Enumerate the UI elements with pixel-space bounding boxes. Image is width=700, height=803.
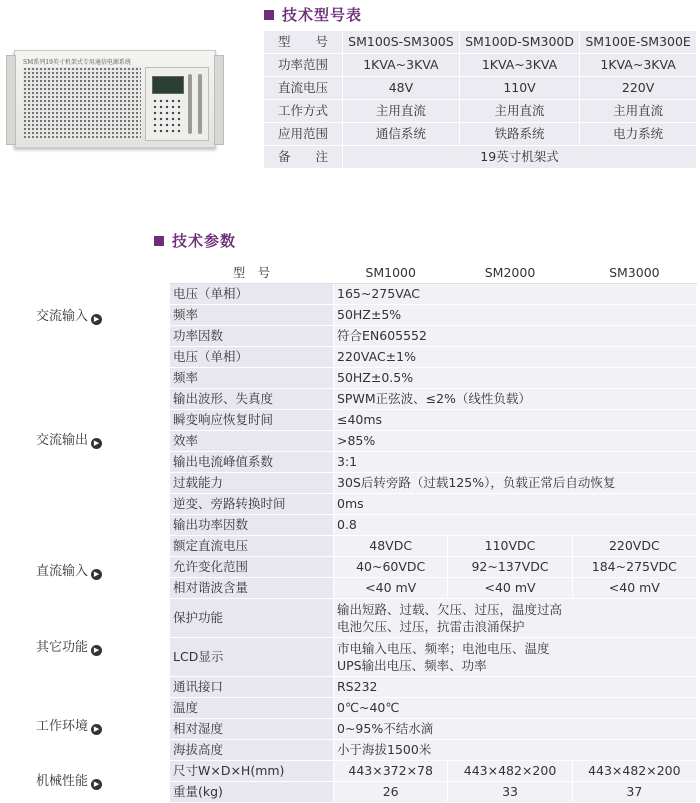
- row-label: 电压（单相）: [170, 347, 334, 368]
- lcd-screen: [152, 76, 184, 94]
- table-cell: 电力系统: [580, 123, 697, 146]
- table-row: [170, 389, 697, 410]
- value-line: 电池欠压、过压，抗雷击浪涌保护: [337, 619, 525, 634]
- row-label: 直流电压: [264, 77, 343, 100]
- row-value: 0℃~40℃: [334, 698, 697, 719]
- table-cell: 19英寸机架式: [343, 146, 697, 169]
- row-label: 电压（单相）: [170, 284, 334, 305]
- table-row: [170, 761, 697, 782]
- rack-handle-left: [188, 74, 192, 134]
- group-label-ac-output: [36, 429, 102, 449]
- row-value: ≤40ms: [334, 410, 697, 431]
- table-cell: 通信系统: [343, 123, 460, 146]
- table-row: [170, 326, 697, 347]
- table-row: [264, 31, 697, 54]
- row-value: 165~275VAC: [334, 284, 697, 305]
- table-row: [170, 536, 697, 557]
- group-label-environment: [36, 715, 102, 735]
- table-row: [170, 698, 697, 719]
- header-model: SM3000: [572, 263, 696, 284]
- table-header-row: [170, 263, 697, 284]
- table-row: [170, 368, 697, 389]
- value-line: 市电输入电压、频率；电池电压、温度: [337, 641, 550, 656]
- group-label-dc-input: [36, 560, 102, 580]
- table-row: [264, 123, 697, 146]
- group-name: 交流输出: [36, 433, 89, 448]
- table-cell: 1KVA~3KVA: [580, 54, 697, 77]
- table-cell: 1KVA~3KVA: [459, 54, 579, 77]
- row-label: LCD显示: [170, 638, 334, 677]
- group-label-ac-input: [36, 305, 102, 325]
- row-label: 逆变、旁路转换时间: [170, 494, 334, 515]
- header-label: 型 号: [170, 263, 334, 284]
- group-name: 交流输入: [36, 309, 89, 324]
- arrow-right-icon: ▶: [91, 314, 102, 325]
- row-label: 过载能力: [170, 473, 334, 494]
- arrow-right-icon: ▶: [91, 438, 102, 449]
- row-label: 功率因数: [170, 326, 334, 347]
- table-row: [170, 305, 697, 326]
- section-title-models: [264, 4, 362, 25]
- table-row: [170, 719, 697, 740]
- product-photo: [14, 50, 216, 148]
- table-row: [170, 740, 697, 761]
- row-label: 瞬变响应恢复时间: [170, 410, 334, 431]
- indicator-leds: [152, 98, 182, 134]
- row-label: 通讯接口: [170, 677, 334, 698]
- section-title-params: [154, 230, 236, 251]
- row-label: 尺寸W×D×H(mm): [170, 761, 334, 782]
- row-value: 220VDC: [572, 536, 696, 557]
- row-value: 符合EN605552: [334, 326, 697, 347]
- table-cell: 铁路系统: [459, 123, 579, 146]
- row-value: 26: [334, 782, 448, 803]
- table-row: [170, 638, 697, 677]
- table-row: [170, 782, 697, 803]
- table-row: [264, 54, 697, 77]
- arrow-right-icon: ▶: [91, 724, 102, 735]
- row-label: 输出波形、失真度: [170, 389, 334, 410]
- header-model: SM1000: [334, 263, 448, 284]
- device-brand-text: SM系列19英寸机架式专用通信电源系统: [23, 59, 131, 66]
- row-value: 0~95%不结水滴: [334, 719, 697, 740]
- table-row: [170, 347, 697, 368]
- table-row: [170, 284, 697, 305]
- header-model: SM2000: [448, 263, 572, 284]
- table-row: [170, 473, 697, 494]
- row-value: <40 mV: [572, 578, 696, 599]
- rack-ear-left: [6, 55, 16, 145]
- row-label: 功率范围: [264, 54, 343, 77]
- ventilation-grille: [23, 67, 141, 139]
- row-label: 型 号: [264, 31, 343, 54]
- rack-ear-right: [214, 55, 224, 145]
- row-value: 443×482×200: [572, 761, 696, 782]
- table-row: [170, 515, 697, 536]
- arrow-right-icon: ▶: [91, 569, 102, 580]
- row-value: 37: [572, 782, 696, 803]
- group-name: 机械性能: [36, 774, 89, 789]
- square-bullet-icon: [264, 10, 274, 20]
- row-value: 220VAC±1%: [334, 347, 697, 368]
- row-label: 重量(kg): [170, 782, 334, 803]
- row-label: 相对湿度: [170, 719, 334, 740]
- row-value: 小于海拔1500米: [334, 740, 697, 761]
- row-label: 允许变化范围: [170, 557, 334, 578]
- row-value: <40 mV: [448, 578, 572, 599]
- table-cell: SM100E-SM300E: [580, 31, 697, 54]
- row-value: SPWM正弦波、≤2%（线性负载）: [334, 389, 697, 410]
- value-line: UPS输出电压、频率、功率: [337, 658, 487, 673]
- row-value: <40 mV: [334, 578, 448, 599]
- table-cell: 主用直流: [459, 100, 579, 123]
- table-row: [170, 494, 697, 515]
- row-value: >85%: [334, 431, 697, 452]
- row-value: 30S后转旁路（过载125%），负载正常后自动恢复: [334, 473, 697, 494]
- table-cell: SM100S-SM300S: [343, 31, 460, 54]
- table-row: [170, 431, 697, 452]
- table-row: [170, 578, 697, 599]
- table-cell: SM100D-SM300D: [459, 31, 579, 54]
- table-cell: 主用直流: [343, 100, 460, 123]
- row-value: 48VDC: [334, 536, 448, 557]
- arrow-right-icon: ▶: [91, 645, 102, 656]
- value-line: 输出短路、过载、欠压、过压，温度过高: [337, 602, 563, 617]
- row-value: 40~60VDC: [334, 557, 448, 578]
- row-label: 相对谐波含量: [170, 578, 334, 599]
- row-label: 保护功能: [170, 599, 334, 638]
- row-label: 输出电流峰值系数: [170, 452, 334, 473]
- table-row: [170, 452, 697, 473]
- model-table: [263, 30, 697, 169]
- table-row: [170, 677, 697, 698]
- row-value: [334, 638, 697, 677]
- row-value: 443×372×78: [334, 761, 448, 782]
- table-row: [170, 599, 697, 638]
- table-row: [264, 146, 697, 169]
- row-value: 3:1: [334, 452, 697, 473]
- table-cell: 110V: [459, 77, 579, 100]
- table-cell: 主用直流: [580, 100, 697, 123]
- section-title-text: 技术参数: [172, 232, 237, 250]
- row-value: [334, 599, 697, 638]
- params-table: [169, 262, 697, 803]
- square-bullet-icon: [154, 236, 164, 246]
- row-value: 50HZ±5%: [334, 305, 697, 326]
- arrow-right-icon: ▶: [91, 779, 102, 790]
- table-cell: 48V: [343, 77, 460, 100]
- row-label: 海拔高度: [170, 740, 334, 761]
- group-label-other-functions: [36, 636, 102, 656]
- row-value: 50HZ±0.5%: [334, 368, 697, 389]
- row-label: 工作方式: [264, 100, 343, 123]
- group-name: 其它功能: [36, 640, 89, 655]
- row-label: 备 注: [264, 146, 343, 169]
- table-row: [170, 557, 697, 578]
- row-label: 效率: [170, 431, 334, 452]
- row-value: 110VDC: [448, 536, 572, 557]
- group-name: 直流输入: [36, 564, 89, 579]
- table-cell: 1KVA~3KVA: [343, 54, 460, 77]
- row-label: 额定直流电压: [170, 536, 334, 557]
- table-row: [170, 410, 697, 431]
- row-value: 0ms: [334, 494, 697, 515]
- row-value: 92~137VDC: [448, 557, 572, 578]
- row-value: 0.8: [334, 515, 697, 536]
- row-value: 184~275VDC: [572, 557, 696, 578]
- group-name: 工作环境: [36, 719, 89, 734]
- row-value: 33: [448, 782, 572, 803]
- row-label: 应用范围: [264, 123, 343, 146]
- group-label-mechanical: [36, 770, 102, 790]
- rack-handle-right: [198, 74, 202, 134]
- front-panel: [145, 67, 209, 141]
- row-value: RS232: [334, 677, 697, 698]
- row-label: 输出功率因数: [170, 515, 334, 536]
- table-row: [264, 77, 697, 100]
- row-label: 频率: [170, 368, 334, 389]
- row-label: 温度: [170, 698, 334, 719]
- row-label: 频率: [170, 305, 334, 326]
- table-cell: 220V: [580, 77, 697, 100]
- table-row: [264, 100, 697, 123]
- row-value: 443×482×200: [448, 761, 572, 782]
- section-title-text: 技术型号表: [282, 6, 363, 24]
